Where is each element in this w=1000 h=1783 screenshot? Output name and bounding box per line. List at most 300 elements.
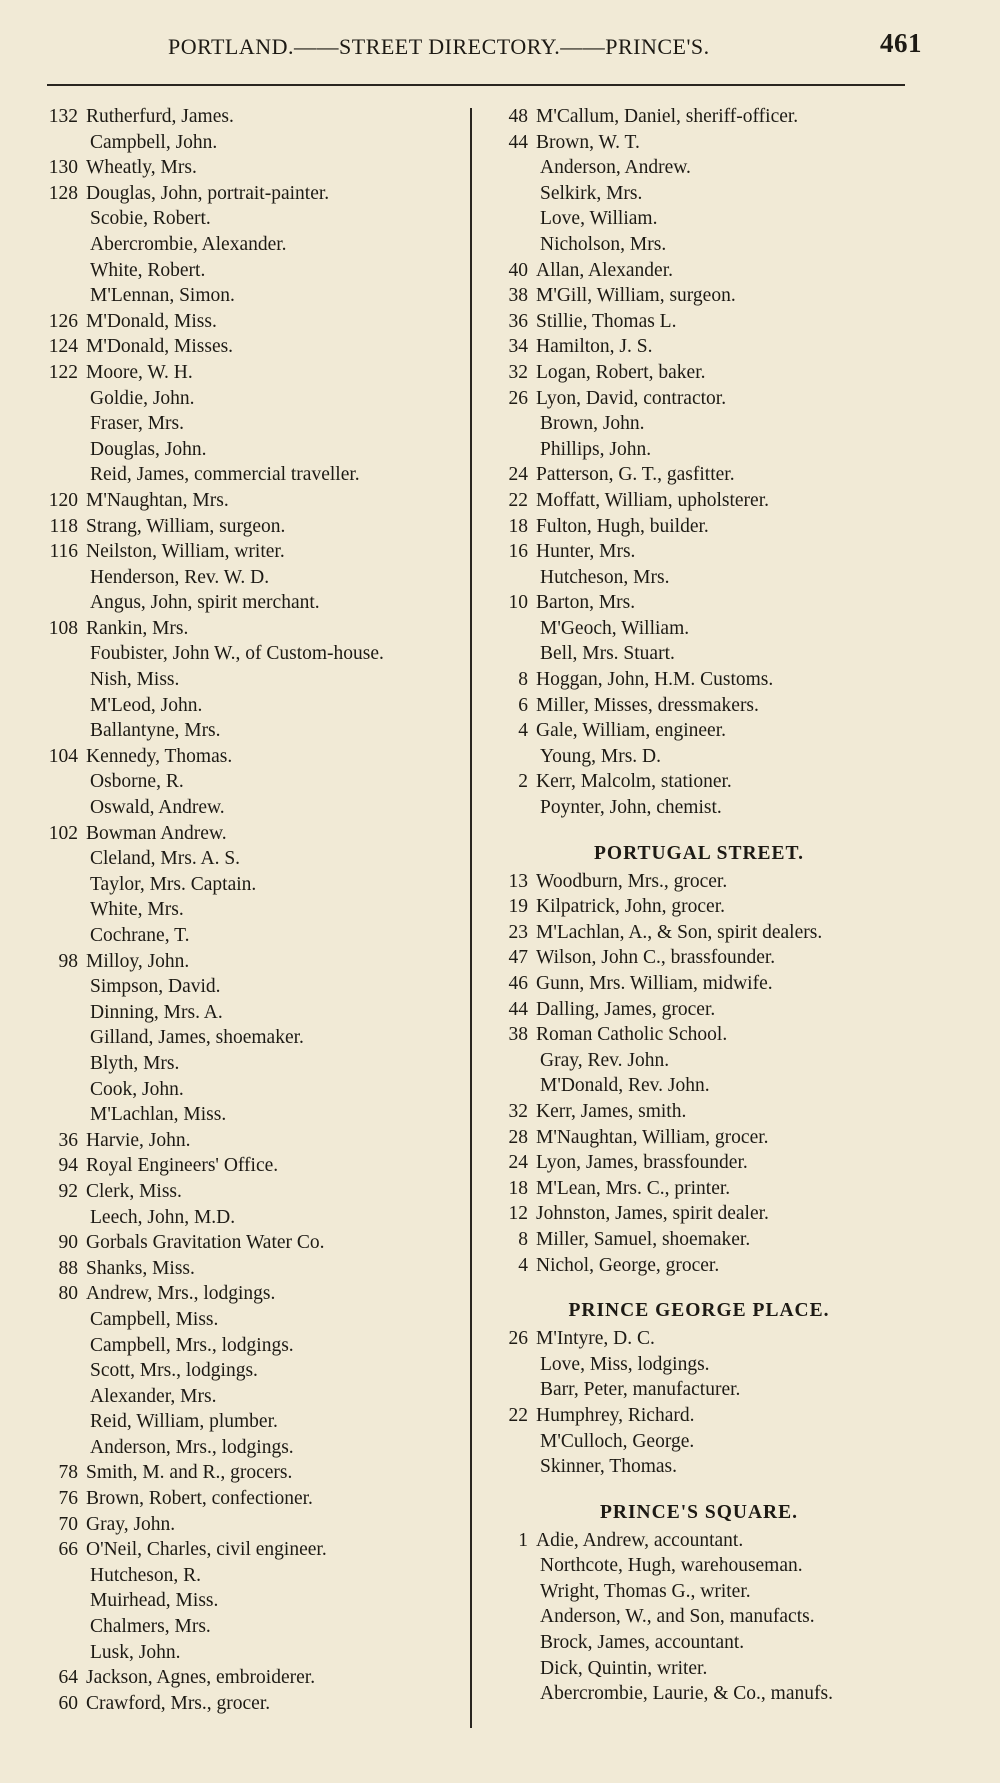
resident-name: O'Neil, Charles, civil engineer. xyxy=(86,1539,327,1561)
directory-entry xyxy=(44,821,464,847)
resident-name: Kerr, Malcolm, stationer. xyxy=(536,771,732,793)
resident-name: Anderson, Andrew. xyxy=(540,157,691,179)
house-number: 18 xyxy=(508,515,528,537)
house-number: 104 xyxy=(48,745,78,767)
directory-entry xyxy=(494,1227,924,1253)
house-number: 19 xyxy=(508,896,528,918)
directory-entry xyxy=(44,1537,464,1563)
resident-name: M'Lachlan, Miss. xyxy=(90,1104,227,1126)
directory-entry xyxy=(44,1614,464,1640)
resident-name: Abercrombie, Laurie, & Co., manufs. xyxy=(540,1683,833,1705)
directory-entry xyxy=(44,846,464,872)
resident-name: M'Gill, William, surgeon. xyxy=(536,285,736,307)
directory-entry xyxy=(44,693,464,719)
house-number: 46 xyxy=(508,973,528,994)
directory-entry xyxy=(494,869,924,895)
directory-entry xyxy=(494,920,924,946)
directory-entry xyxy=(494,206,924,232)
directory-entry xyxy=(44,1051,464,1077)
directory-entry xyxy=(44,360,464,386)
house-number: 80 xyxy=(58,1283,78,1305)
resident-name: Brown, Robert, confectioner. xyxy=(86,1488,313,1510)
street-heading: PORTUGAL STREET. xyxy=(593,842,804,864)
directory-entry xyxy=(494,130,924,156)
directory-entry xyxy=(44,1102,464,1128)
resident-name: Roman Catholic School. xyxy=(536,1024,728,1046)
resident-name: Neilston, William, writer. xyxy=(86,541,285,563)
directory-entry xyxy=(494,1377,924,1403)
resident-name: M'Geoch, William. xyxy=(540,617,690,639)
resident-name: Phillips, John. xyxy=(540,438,652,460)
directory-entry xyxy=(494,1125,924,1151)
resident-name: Blyth, Mrs. xyxy=(90,1052,180,1074)
directory-entry xyxy=(44,1128,464,1154)
resident-name: Campbell, Miss. xyxy=(90,1308,219,1330)
resident-name: Cleland, Mrs. A. S. xyxy=(90,848,241,870)
directory-entry xyxy=(44,411,464,437)
street-heading: PRINCE'S SQUARE. xyxy=(599,1501,799,1523)
directory-entry xyxy=(44,1205,464,1231)
resident-name: Harvie, John. xyxy=(86,1129,191,1151)
house-number: 40 xyxy=(508,259,528,281)
resident-name: M'Naughtan, Mrs. xyxy=(86,489,229,511)
directory-entry xyxy=(44,130,464,156)
house-number: 23 xyxy=(508,921,528,943)
directory-entry xyxy=(494,309,924,335)
house-number: 132 xyxy=(48,106,78,127)
resident-name: Brown, John. xyxy=(540,413,645,435)
resident-name: Angus, John, spirit merchant. xyxy=(90,592,320,614)
resident-name: Hutcheson, R. xyxy=(90,1564,202,1586)
resident-name: Dinning, Mrs. A. xyxy=(90,1001,223,1023)
resident-name: Kerr, James, smith. xyxy=(536,1100,687,1122)
resident-name: Nichol, George, grocer. xyxy=(536,1254,720,1276)
directory-entry xyxy=(494,1326,924,1352)
directory-entry xyxy=(44,462,464,488)
resident-name: Barr, Peter, manufacturer. xyxy=(540,1379,741,1401)
house-number: 22 xyxy=(508,1404,528,1426)
resident-name: Fulton, Hugh, builder. xyxy=(536,515,709,537)
house-number: 70 xyxy=(58,1513,78,1535)
directory-entry xyxy=(44,437,464,463)
street-heading: PRINCE GEORGE PLACE. xyxy=(568,1300,830,1322)
directory-entry xyxy=(494,437,924,463)
resident-name: Johnston, James, spirit dealer. xyxy=(536,1203,769,1225)
resident-name: Strang, William, surgeon. xyxy=(86,515,286,537)
directory-entry xyxy=(494,744,924,770)
house-number: 36 xyxy=(58,1129,78,1151)
directory-entry xyxy=(494,1553,924,1579)
directory-entry xyxy=(44,641,464,667)
resident-name: Fraser, Mrs. xyxy=(90,413,184,435)
directory-entry xyxy=(44,1435,464,1461)
directory-entry xyxy=(44,872,464,898)
resident-name: White, Mrs. xyxy=(90,899,184,921)
resident-name: Wilson, John C., brassfounder. xyxy=(536,947,776,969)
house-number: 4 xyxy=(518,720,528,742)
resident-name: M'Lean, Mrs. C., printer. xyxy=(536,1177,731,1199)
resident-name: Andrew, Mrs., lodgings. xyxy=(86,1283,276,1305)
directory-entry xyxy=(44,104,464,130)
section-spacer xyxy=(494,1480,924,1490)
resident-name: Reid, William, plumber. xyxy=(90,1411,278,1433)
directory-entry xyxy=(494,283,924,309)
directory-entry xyxy=(494,667,924,693)
directory-entry xyxy=(494,539,924,565)
directory-entry xyxy=(494,104,924,130)
resident-name: Dick, Quintin, writer. xyxy=(540,1657,708,1679)
directory-entry xyxy=(494,718,924,744)
directory-entry xyxy=(44,1256,464,1282)
directory-entry xyxy=(494,232,924,258)
house-number: 26 xyxy=(508,387,528,409)
house-number: 32 xyxy=(508,361,528,383)
resident-name: Henderson, Rev. W. D. xyxy=(90,566,270,588)
directory-entry xyxy=(44,1358,464,1384)
directory-entry xyxy=(44,488,464,514)
directory-entry xyxy=(494,155,924,181)
resident-name: M'Donald, Misses. xyxy=(86,336,234,358)
resident-name: Milloy, John. xyxy=(86,950,190,972)
resident-name: Patterson, G. T., gasfitter. xyxy=(536,464,735,486)
house-number: 120 xyxy=(48,489,78,511)
resident-name: Wheatly, Mrs. xyxy=(86,157,197,179)
directory-entry xyxy=(494,1099,924,1125)
directory-entry xyxy=(44,1460,464,1486)
directory-entry xyxy=(44,1153,464,1179)
resident-name: Gray, Rev. John. xyxy=(540,1049,670,1071)
house-number: 66 xyxy=(58,1539,78,1561)
directory-entry xyxy=(44,155,464,181)
resident-name: Logan, Robert, baker. xyxy=(536,361,706,383)
resident-name: Douglas, John. xyxy=(90,438,207,460)
directory-entry xyxy=(44,949,464,975)
directory-entry xyxy=(44,974,464,1000)
house-number: 34 xyxy=(508,336,528,358)
house-number: 38 xyxy=(508,285,528,307)
resident-name: Young, Mrs. D. xyxy=(540,745,662,767)
house-number: 10 xyxy=(508,592,528,614)
page-number: 461 xyxy=(880,28,922,58)
resident-name: M'Lennan, Simon. xyxy=(90,285,235,307)
directory-entry xyxy=(494,181,924,207)
running-title: PORTLAND.——STREET DIRECTORY.——PRINCE'S. xyxy=(168,34,710,59)
resident-name: M'Donald, Rev. John. xyxy=(540,1075,710,1097)
house-number: 24 xyxy=(508,1152,528,1174)
resident-name: Love, Miss, lodgings. xyxy=(540,1353,710,1375)
directory-entry xyxy=(44,258,464,284)
directory-entry xyxy=(494,462,924,488)
column-divider xyxy=(470,108,472,1728)
resident-name: Taylor, Mrs. Captain. xyxy=(90,873,257,895)
house-number: 24 xyxy=(508,464,528,486)
resident-name: Kilpatrick, John, grocer. xyxy=(536,896,725,918)
directory-entry xyxy=(494,514,924,540)
directory-entry xyxy=(494,1176,924,1202)
directory-entry xyxy=(494,641,924,667)
directory-entry xyxy=(494,360,924,386)
resident-name: Goldie, John. xyxy=(90,387,195,409)
resident-name: Foubister, John W., of Custom-house. xyxy=(90,643,384,665)
house-number: 18 xyxy=(508,1177,528,1199)
directory-entry xyxy=(44,565,464,591)
resident-name: Brock, James, accountant. xyxy=(540,1632,745,1654)
resident-name: Miller, Misses, dressmakers. xyxy=(536,694,759,716)
resident-name: Chalmers, Mrs. xyxy=(90,1616,211,1638)
resident-name: Selkirk, Mrs. xyxy=(540,182,643,204)
left-column xyxy=(44,104,464,1716)
resident-name: Simpson, David. xyxy=(90,976,221,998)
directory-entry xyxy=(44,1000,464,1026)
resident-name: Clerk, Miss. xyxy=(86,1180,182,1202)
resident-name: Gray, John. xyxy=(86,1513,176,1535)
directory-entry xyxy=(494,488,924,514)
house-number: 94 xyxy=(58,1155,78,1177)
directory-entry xyxy=(494,769,924,795)
directory-entry xyxy=(44,334,464,360)
resident-name: Dalling, James, grocer. xyxy=(536,998,716,1020)
resident-name: Douglas, John, portrait-painter. xyxy=(86,182,330,204)
resident-name: Gilland, James, shoemaker. xyxy=(90,1027,304,1049)
house-number: 124 xyxy=(48,336,78,358)
directory-entry xyxy=(494,1579,924,1605)
directory-entry xyxy=(44,1563,464,1589)
resident-name: Crawford, Mrs., grocer. xyxy=(86,1692,271,1714)
house-number: 38 xyxy=(508,1024,528,1046)
directory-entry xyxy=(494,590,924,616)
house-number: 26 xyxy=(508,1328,528,1350)
directory-entry xyxy=(44,1281,464,1307)
resident-name: M'Naughtan, William, grocer. xyxy=(536,1126,769,1148)
resident-name: Anderson, W., and Son, manufacts. xyxy=(540,1606,815,1628)
house-number: 98 xyxy=(58,950,78,972)
resident-name: Cook, John. xyxy=(90,1078,184,1100)
resident-name: Lyon, David, contractor. xyxy=(536,387,727,409)
resident-name: Hunter, Mrs. xyxy=(536,541,636,563)
section-spacer xyxy=(494,1278,924,1288)
directory-entry xyxy=(44,1384,464,1410)
house-number: 8 xyxy=(518,669,528,691)
directory-entry xyxy=(494,971,924,997)
resident-name: White, Robert. xyxy=(90,259,206,281)
resident-name: Campbell, John. xyxy=(90,131,218,153)
directory-entry xyxy=(494,894,924,920)
resident-name: Adie, Andrew, accountant. xyxy=(536,1529,744,1551)
directory-entry xyxy=(494,1253,924,1279)
directory-entry xyxy=(44,744,464,770)
house-number: 48 xyxy=(508,106,528,127)
resident-name: Rutherfurd, James. xyxy=(86,106,234,127)
directory-entry xyxy=(494,1073,924,1099)
directory-entry xyxy=(494,1630,924,1656)
directory-entry xyxy=(494,945,924,971)
house-number: 28 xyxy=(508,1126,528,1148)
resident-name: Lyon, James, brassfounder. xyxy=(536,1152,748,1174)
house-number: 2 xyxy=(518,771,528,793)
directory-entry xyxy=(44,232,464,258)
house-number: 76 xyxy=(58,1488,78,1510)
directory-entry xyxy=(44,386,464,412)
resident-name: Scott, Mrs., lodgings. xyxy=(90,1360,258,1382)
resident-name: Barton, Mrs. xyxy=(536,592,636,614)
directory-entry xyxy=(44,1230,464,1256)
resident-name: Moore, W. H. xyxy=(86,361,193,383)
directory-entry xyxy=(44,590,464,616)
house-number: 4 xyxy=(518,1254,528,1276)
resident-name: Stillie, Thomas L. xyxy=(536,310,677,332)
house-number: 16 xyxy=(508,541,528,563)
directory-entry xyxy=(494,1656,924,1682)
resident-name: Abercrombie, Alexander. xyxy=(90,233,287,255)
resident-name: Reid, James, commercial traveller. xyxy=(90,464,360,486)
house-number: 92 xyxy=(58,1180,78,1202)
house-number: 47 xyxy=(508,947,528,969)
house-number: 88 xyxy=(58,1257,78,1279)
resident-name: Hoggan, John, H.M. Customs. xyxy=(536,669,774,691)
resident-name: M'Leod, John. xyxy=(90,694,203,716)
header-rule xyxy=(47,84,905,86)
resident-name: M'Donald, Miss. xyxy=(86,310,217,332)
directory-entry xyxy=(44,616,464,642)
house-number: 13 xyxy=(508,870,528,892)
directory-entry xyxy=(494,1022,924,1048)
resident-name: Osborne, R. xyxy=(90,771,184,793)
resident-name: Northcote, Hugh, warehouseman. xyxy=(540,1555,803,1577)
directory-entry xyxy=(44,1333,464,1359)
resident-name: Nish, Miss. xyxy=(90,669,180,691)
resident-name: Scobie, Robert. xyxy=(90,208,211,230)
directory-entry xyxy=(44,309,464,335)
directory-entry xyxy=(44,1588,464,1614)
right-column xyxy=(494,104,924,1707)
directory-entry xyxy=(494,1681,924,1707)
house-number: 44 xyxy=(508,131,528,153)
directory-entry xyxy=(44,1512,464,1538)
resident-name: Poynter, John, chemist. xyxy=(540,797,722,819)
directory-entry xyxy=(44,514,464,540)
directory-entry xyxy=(44,923,464,949)
resident-name: Moffatt, William, upholsterer. xyxy=(536,489,770,511)
house-number: 78 xyxy=(58,1462,78,1484)
directory-entry xyxy=(494,565,924,591)
section-spacer xyxy=(494,821,924,831)
house-number: 102 xyxy=(48,822,78,844)
house-number: 126 xyxy=(48,310,78,332)
resident-name: Gale, William, engineer. xyxy=(536,720,727,742)
resident-name: Wright, Thomas G., writer. xyxy=(540,1580,751,1602)
house-number: 64 xyxy=(58,1667,78,1689)
resident-name: Bowman Andrew. xyxy=(86,822,227,844)
directory-entry xyxy=(44,769,464,795)
directory-entry xyxy=(494,1352,924,1378)
resident-name: Gunn, Mrs. William, midwife. xyxy=(536,973,773,994)
house-number: 90 xyxy=(58,1232,78,1254)
directory-entry xyxy=(494,334,924,360)
house-number: 12 xyxy=(508,1203,528,1225)
directory-entry xyxy=(44,1025,464,1051)
house-number: 60 xyxy=(58,1692,78,1714)
resident-name: Gorbals Gravitation Water Co. xyxy=(86,1232,325,1254)
resident-name: Nicholson, Mrs. xyxy=(540,233,667,255)
resident-name: Lusk, John. xyxy=(90,1641,181,1663)
house-number: 130 xyxy=(48,157,78,179)
house-number: 128 xyxy=(48,182,78,204)
directory-entry xyxy=(44,1640,464,1666)
resident-name: Muirhead, Miss. xyxy=(90,1590,219,1612)
directory-entry xyxy=(44,539,464,565)
resident-name: M'Culloch, George. xyxy=(540,1430,695,1452)
directory-entry xyxy=(494,411,924,437)
directory-entry xyxy=(494,386,924,412)
house-number: 36 xyxy=(508,310,528,332)
resident-name: Jackson, Agnes, embroiderer. xyxy=(86,1667,316,1689)
resident-name: Ballantyne, Mrs. xyxy=(90,720,221,742)
resident-name: Kennedy, Thomas. xyxy=(86,745,233,767)
directory-entry xyxy=(494,1403,924,1429)
resident-name: Royal Engineers' Office. xyxy=(86,1155,279,1177)
directory-entry xyxy=(44,283,464,309)
directory-entry xyxy=(494,258,924,284)
house-number: 118 xyxy=(49,515,78,537)
directory-entry xyxy=(44,1409,464,1435)
resident-name: Miller, Samuel, shoemaker. xyxy=(536,1228,751,1250)
resident-name: Anderson, Mrs., lodgings. xyxy=(90,1436,294,1458)
directory-entry xyxy=(494,616,924,642)
resident-name: M'Callum, Daniel, sheriff-officer. xyxy=(536,106,799,127)
directory-entry xyxy=(44,795,464,821)
house-number: 6 xyxy=(518,694,528,716)
house-number: 44 xyxy=(508,998,528,1020)
resident-name: Brown, W. T. xyxy=(536,131,640,153)
house-number: 108 xyxy=(48,617,78,639)
resident-name: Cochrane, T. xyxy=(90,925,190,946)
house-number: 8 xyxy=(518,1228,528,1250)
directory-entry xyxy=(494,693,924,719)
directory-entry xyxy=(494,1454,924,1480)
directory-entry xyxy=(44,1691,464,1717)
directory-entry xyxy=(494,1150,924,1176)
house-number: 116 xyxy=(49,541,78,563)
resident-name: Rankin, Mrs. xyxy=(86,617,189,639)
house-number: 32 xyxy=(508,1100,528,1122)
directory-entry xyxy=(44,181,464,207)
resident-name: Alexander, Mrs. xyxy=(90,1385,217,1407)
directory-entry xyxy=(44,1307,464,1333)
resident-name: Leech, John, M.D. xyxy=(90,1206,236,1228)
directory-entry xyxy=(494,1604,924,1630)
directory-entry xyxy=(44,667,464,693)
directory-entry xyxy=(494,1201,924,1227)
directory-entry xyxy=(494,1528,924,1554)
resident-name: Shanks, Miss. xyxy=(86,1257,195,1279)
directory-entry xyxy=(494,795,924,821)
resident-name: Love, William. xyxy=(540,208,658,230)
directory-entry xyxy=(44,718,464,744)
resident-name: Campbell, Mrs., lodgings. xyxy=(90,1334,294,1356)
resident-name: M'Intyre, D. C. xyxy=(536,1328,655,1350)
directory-entry xyxy=(494,1048,924,1074)
resident-name: Oswald, Andrew. xyxy=(90,797,225,819)
house-number: 122 xyxy=(48,361,78,383)
resident-name: Hamilton, J. S. xyxy=(536,336,653,358)
house-number: 1 xyxy=(518,1529,528,1551)
resident-name: Humphrey, Richard. xyxy=(536,1404,695,1426)
resident-name: M'Lachlan, A., & Son, spirit dealers. xyxy=(536,921,823,943)
resident-name: Smith, M. and R., grocers. xyxy=(86,1462,293,1484)
directory-entry xyxy=(44,897,464,923)
resident-name: Woodburn, Mrs., grocer. xyxy=(536,870,728,892)
resident-name: Allan, Alexander. xyxy=(536,259,674,281)
